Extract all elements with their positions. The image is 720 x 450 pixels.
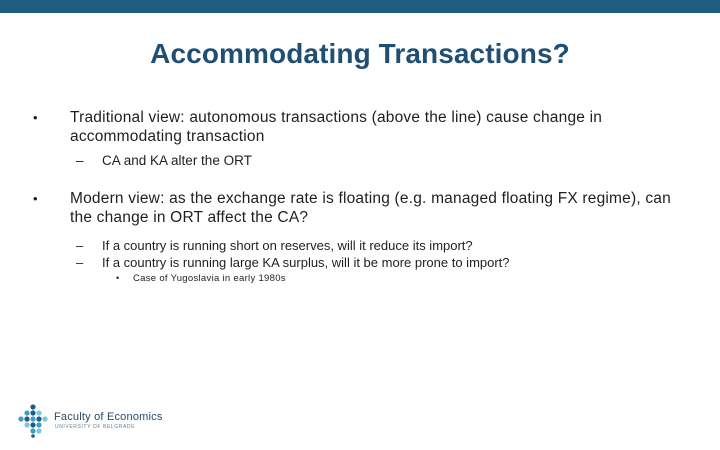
sub-bullet-text: If a country is running large KA surplus, will it be more prone to import? xyxy=(102,255,510,270)
sub-bullet-item xyxy=(76,152,682,169)
sub-sub-bullet-text: Case of Yugoslavia in early 1980s xyxy=(133,273,286,284)
bullet-marker: • xyxy=(116,273,120,283)
bullet-marker: • xyxy=(33,110,38,125)
faculty-logo-dots-icon xyxy=(16,404,50,438)
sub-bullet-item xyxy=(76,254,682,271)
sub-bullet-text: If a country is running short on reserves, will it reduce its import? xyxy=(102,238,473,253)
sub-bullet-text: CA and KA alter the ORT xyxy=(102,153,252,168)
logo-subtitle: UNIVERSITY OF BELGRADE xyxy=(55,424,136,430)
sub-bullet-item xyxy=(76,237,682,254)
logo-name: Faculty of Economics xyxy=(54,411,163,423)
dash-marker: – xyxy=(76,238,84,253)
dash-marker: – xyxy=(76,255,84,270)
dash-marker: – xyxy=(76,153,84,168)
bullet-marker: • xyxy=(33,191,38,206)
slide-title: Accommodating Transactions? xyxy=(150,38,570,69)
faculty-logo xyxy=(16,404,176,440)
bullet-text: Modern view: as the exchange rate is floating (e.g. managed floating FX regime), can the change in ORT affect the CA? xyxy=(70,190,671,226)
top-accent-bar xyxy=(0,0,720,13)
bullet-text: Traditional view: autonomous transactions (above the line) cause change in accommodating transaction xyxy=(70,109,603,145)
sub-sub-bullet-item xyxy=(116,272,633,285)
bullet-item xyxy=(33,108,690,146)
slide-content xyxy=(0,108,720,285)
bullet-item xyxy=(33,189,690,227)
